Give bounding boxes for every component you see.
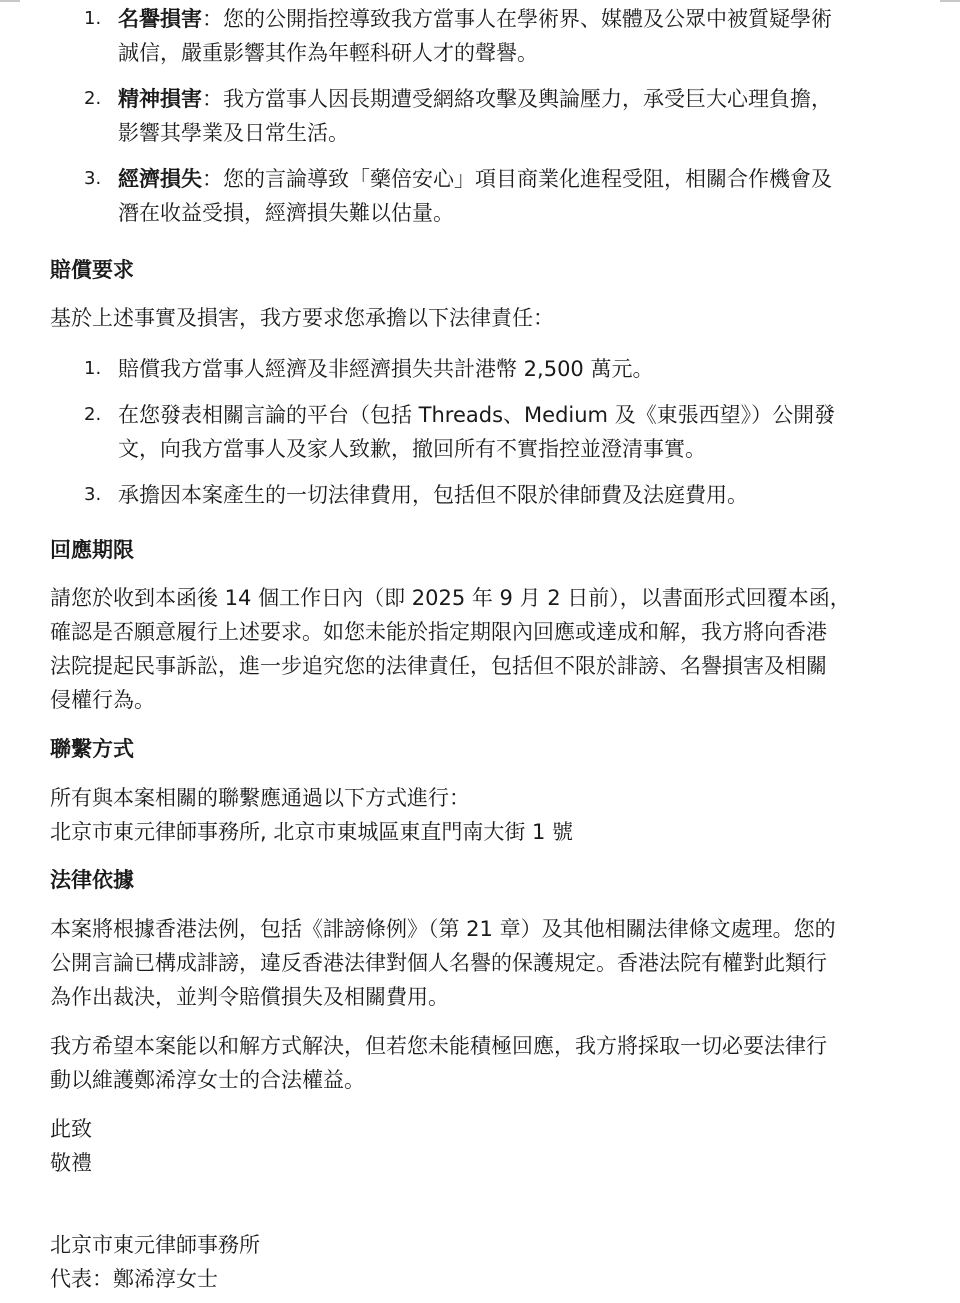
- contact-heading: 聯繫方式: [50, 737, 134, 761]
- paragraph-line: 所有與本案相關的聯繫應通過以下方式進行：: [50, 786, 470, 810]
- compensation-heading: 賠償要求: [50, 258, 134, 282]
- damages-text-line: ：我方當事人因長期遭受網絡攻擊及輿論壓力，承受巨大心理負擔，: [202, 87, 832, 111]
- list-number: 1.: [84, 8, 102, 29]
- contact-paragraph: [50, 781, 900, 849]
- legal-basis-heading: 法律依據: [50, 868, 134, 892]
- compensation-text-line: 在您發表相關言論的平台（包括 Threads、Medium 及《東張西望》）公開發: [118, 403, 836, 427]
- damages-term: 精神損害: [118, 87, 202, 111]
- deadline-heading: 回應期限: [50, 538, 134, 562]
- signature-block: [50, 1228, 900, 1296]
- compensation-item-fees: [84, 478, 894, 512]
- damages-text-line: 潛在收益受損，經濟損失難以估量。: [118, 201, 454, 225]
- list-number: 1.: [84, 358, 102, 379]
- compensation-item-payment: [84, 352, 894, 386]
- damages-list: [84, 2, 894, 242]
- compensation-text-line: 承擔因本案產生的一切法律費用，包括但不限於律師費及法庭費用。: [118, 483, 748, 507]
- legal-basis-paragraph: [50, 912, 900, 1014]
- list-number: 2.: [84, 88, 102, 109]
- paragraph-line: 動以維護鄭浠淳女士的合法權益。: [50, 1068, 365, 1092]
- paragraph-line: 我方希望本案能以和解方式解決，但若您未能積極回應，我方將採取一切必要法律行: [50, 1034, 827, 1058]
- compensation-list: [84, 352, 894, 524]
- list-number: 2.: [84, 404, 102, 425]
- signature-representative: 代表：鄭浠淳女士: [50, 1267, 218, 1291]
- paragraph-line: 北京市東元律師事務所, 北京市東城區東直門南大街 1 號: [50, 820, 574, 844]
- salutation-line: 敬禮: [50, 1151, 92, 1175]
- deadline-paragraph: [50, 581, 900, 717]
- damages-item-mental: [84, 82, 894, 150]
- paragraph-line: 為作出裁決，並判令賠償損失及相關費用。: [50, 985, 449, 1009]
- list-number: 3.: [84, 168, 102, 189]
- salutation: [50, 1112, 900, 1180]
- paragraph-line: 法院提起民事訴訟，進一步追究您的法律責任，包括但不限於誹謗、名譽損害及相關: [50, 654, 827, 678]
- compensation-item-apology: [84, 398, 894, 466]
- damages-text-line: 影響其學業及日常生活。: [118, 121, 349, 145]
- list-number: 3.: [84, 484, 102, 505]
- damages-text-line: 誠信，嚴重影響其作為年輕科研人才的聲譽。: [118, 41, 538, 65]
- paragraph-line: 請您於收到本函後 14 個工作日內（即 2025 年 9 月 2 日前），以書面形式回覆本函，: [50, 586, 851, 610]
- compensation-text-line: 賠償我方當事人經濟及非經濟損失共計港幣 2,500 萬元。: [118, 357, 654, 381]
- paragraph-line: 公開言論已構成誹謗，違反香港法律對個人名譽的保護規定。香港法院有權對此類行: [50, 951, 827, 975]
- page-edge-mark-left: [0, 0, 20, 2]
- damages-item-reputation: [84, 2, 894, 70]
- salutation-line: 此致: [50, 1117, 92, 1141]
- damages-term: 名譽損害: [118, 7, 202, 31]
- paragraph-line: 確認是否願意履行上述要求。如您未能於指定期限內回應或達成和解，我方將向香港: [50, 620, 827, 644]
- damages-text-line: ：您的公開指控導致我方當事人在學術界、媒體及公眾中被質疑學術: [202, 7, 832, 31]
- page-edge-mark-right: [940, 0, 960, 2]
- damages-text-line: ：您的言論導致「藥倍安心」項目商業化進程受阻，相關合作機會及: [202, 167, 832, 191]
- compensation-intro: 基於上述事實及損害，我方要求您承擔以下法律責任：: [50, 306, 554, 330]
- paragraph-line: 本案將根據香港法例，包括《誹謗條例》（第 21 章）及其他相關法律條文處理。您的: [50, 917, 836, 941]
- damages-item-economic: [84, 162, 894, 230]
- damages-term: 經濟損失: [118, 167, 202, 191]
- signature-firm: 北京市東元律師事務所: [50, 1233, 260, 1257]
- compensation-text-line: 文，向我方當事人及家人致歉，撤回所有不實指控並澄清事實。: [118, 437, 706, 461]
- paragraph-line: 侵權行為。: [50, 688, 155, 712]
- closing-paragraph: [50, 1029, 900, 1097]
